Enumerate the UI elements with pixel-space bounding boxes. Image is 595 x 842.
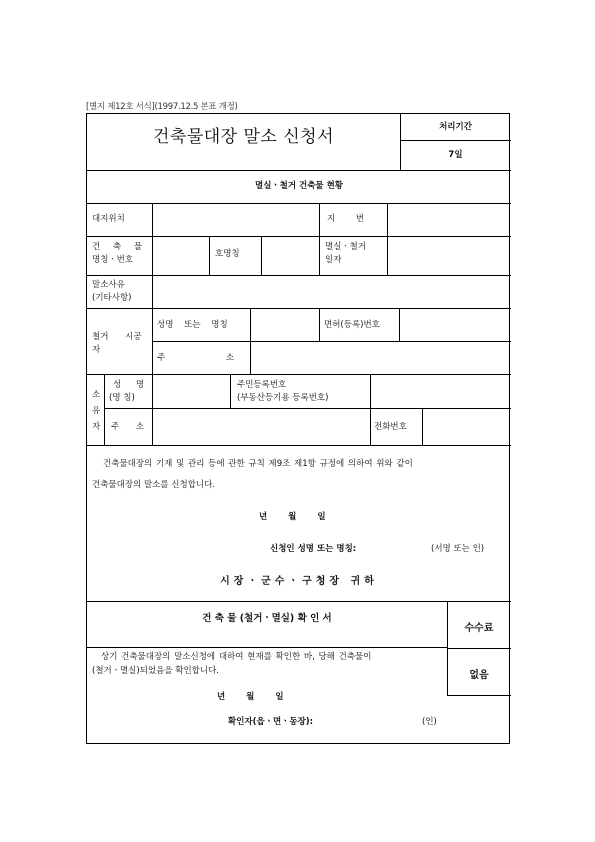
building-name-label-line2: 명칭ㆍ번호 [92,255,134,265]
phone-field[interactable] [422,411,511,442]
owner-label-char1: 소 [92,390,101,400]
processing-period-label: 처리기간 [439,122,472,132]
divider [87,170,511,171]
phone-label: 전화번호 [374,422,407,432]
contractor-address-label: 주 소 [157,353,235,363]
lot-number-label: 지 번 [327,214,365,224]
owner-label-char2: 유 [92,406,101,416]
confirmation-text-line1: 상기 건축물대장의 말소신청에 대하여 현재를 확인한 바, 당해 건축물이 [101,652,372,662]
signature-label: (서명 또는 인) [431,544,485,554]
owner-name-field[interactable] [152,377,230,405]
confirmation-text-line2: (철거ㆍ멸실)되었음을 확인합니다. [92,666,219,676]
demolition-date-label-line1: 멸실ㆍ철거 [325,242,367,252]
owner-name-label-line1: 성 명 [113,380,145,390]
seal-label: (인) [422,717,437,727]
lot-number-field[interactable] [387,207,511,233]
resident-number-field[interactable] [370,377,511,405]
section-title: 멸실ㆍ철거 건축물 현황 [254,181,344,191]
divider [87,203,511,204]
reason-label-line1: 말소사유 [92,280,125,290]
divider [87,308,511,309]
divider [319,236,320,275]
processing-period-value: 7일 [448,150,463,160]
confirmation-date: 년 월 일 [217,692,284,702]
application-date: 년 월 일 [259,512,326,522]
owner-label-char3: 자 [92,422,101,432]
divider [104,408,511,409]
license-number-field[interactable] [399,311,511,338]
resident-number-label-line2: (부동산등기용 등록번호) [237,393,329,403]
divider [230,374,231,408]
fee-label: 수수료 [464,623,494,634]
building-name-field[interactable] [152,239,209,272]
license-number-label: 면허(등록)번호 [324,320,380,330]
divider [87,275,511,276]
divider [152,308,153,374]
applicant-label: 신청인 성명 또는 명칭: [270,544,357,554]
site-location-label: 대지위치 [92,214,125,224]
form-title: 건축물대장 말소 신청서 [152,127,335,147]
building-name-label-line1: 건 축 물 [92,242,143,252]
contractor-address-field[interactable] [250,344,511,371]
divider [87,374,511,375]
fee-value: 없음 [469,670,489,681]
divider [87,236,511,237]
confirmer-label: 확인자(읍ㆍ면ㆍ동장): [228,717,314,727]
contractor-name-label: 성명 또는 명칭 [157,320,228,330]
owner-address-label: 주 소 [111,422,145,432]
divider [209,236,210,275]
divider [152,341,511,342]
reason-label-line2: (기타사항) [92,293,132,303]
resident-number-label-line1: 주민등록번호 [237,380,287,390]
divider [319,203,320,236]
application-form [86,113,510,744]
form-reference: [별지 제12호 서식](1997.12.5 본표 개정) [86,102,238,112]
site-location-field[interactable] [152,207,319,233]
reason-field[interactable] [152,278,511,305]
divider [104,374,105,445]
divider [87,647,447,648]
divider [87,445,511,446]
declaration-text-line2: 건축물대장의 말소를 신청합니다. [92,480,216,490]
owner-address-field[interactable] [152,411,370,442]
declaration-text-line1: 건축물대장의 기재 및 관리 등에 관한 규칙 제9조 제1항 규정에 의하여 위와 같이 [103,459,413,469]
contractor-label-line2: 자 [92,345,101,355]
owner-name-label-line2: (명 칭) [109,393,135,403]
house-name-field[interactable] [261,239,319,272]
contractor-label-line1: 철거 시공 [92,332,142,342]
house-name-label: 호명칭 [215,249,240,259]
contractor-name-field[interactable] [250,311,319,338]
confirmation-title: 건 축 물 (철거ㆍ멸실) 확 인 서 [202,613,332,624]
demolition-date-label-line2: 일자 [325,255,342,265]
divider [319,308,320,341]
demolition-date-field[interactable] [387,239,511,272]
divider [400,140,511,141]
addressee: 시장ㆍ군수ㆍ구청장 귀하 [220,576,378,587]
divider [447,695,511,696]
divider [447,648,511,649]
